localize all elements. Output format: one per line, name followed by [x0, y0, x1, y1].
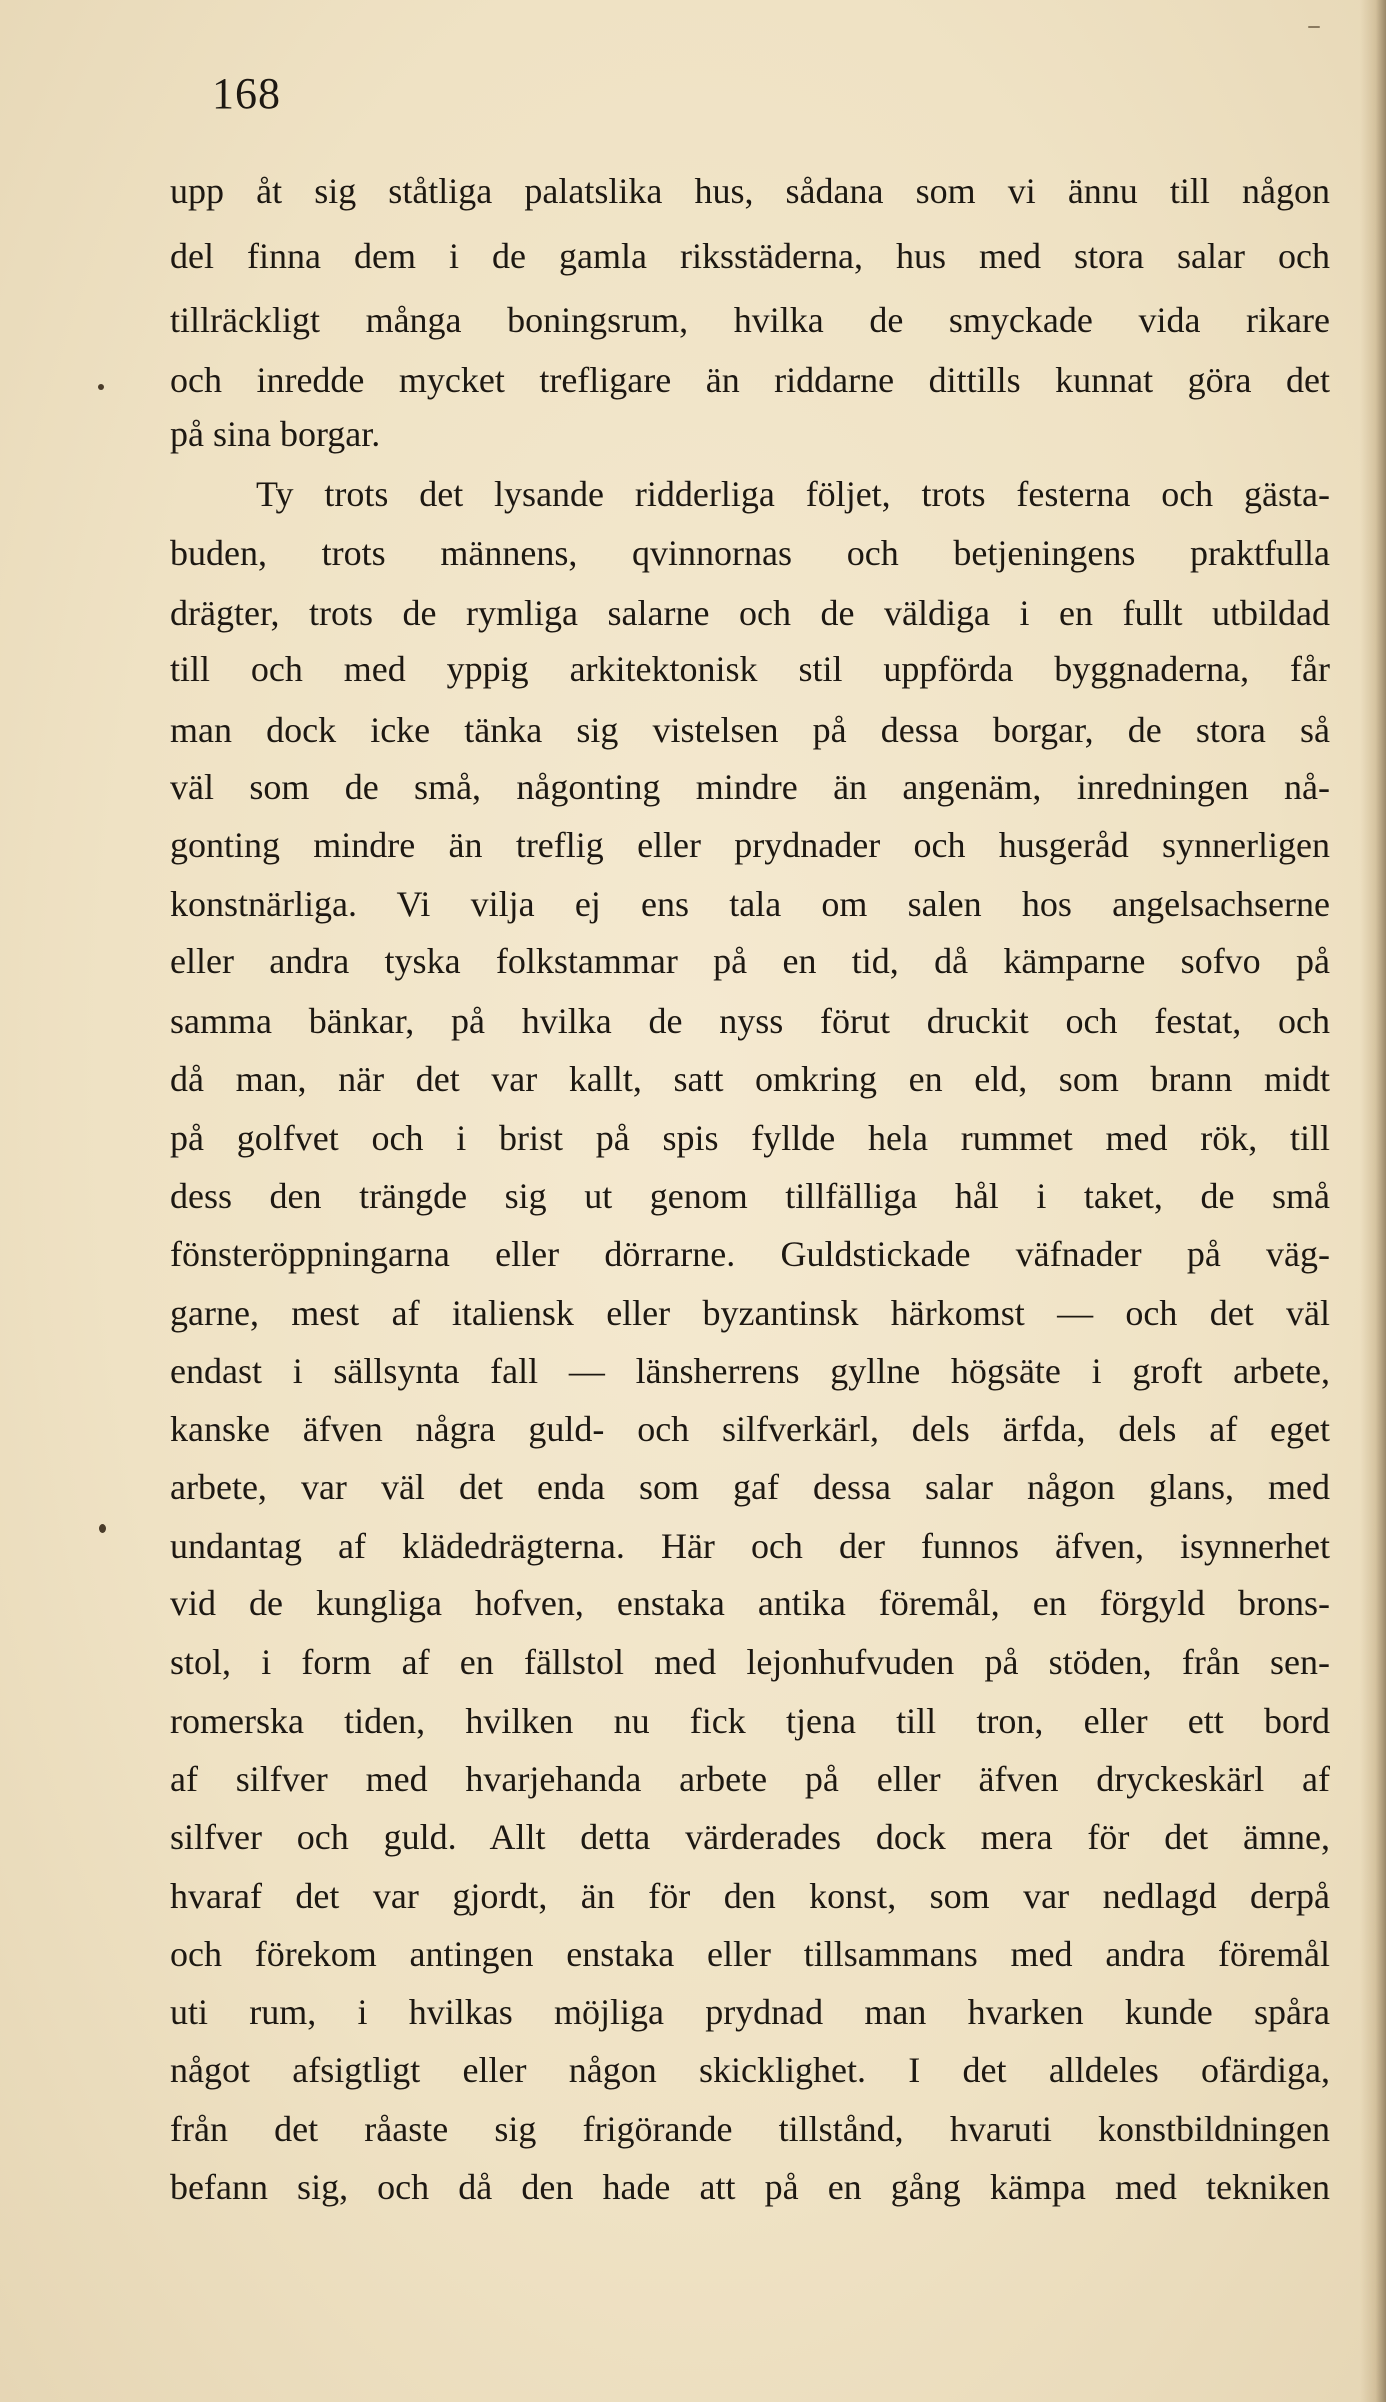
- text-line: väl som de små, någonting mindre än angenäm, inredningen nå-: [170, 767, 1330, 807]
- text-line: konstnärliga. Vi vilja ej ens tala om salen hos angelsachserne: [170, 884, 1330, 924]
- text-line: upp åt sig ståtliga palatslika hus, sådana som vi ännu till någon: [170, 171, 1330, 211]
- text-line: på golfvet och i brist på spis fyllde hela rummet med rök, till: [170, 1118, 1330, 1158]
- text-line: endast i sällsynta fall — länsherrens gyllne högsäte i groft arbete,: [170, 1351, 1330, 1391]
- text-line: arbete, var väl det enda som gaf dessa salar någon glans, med: [170, 1467, 1330, 1507]
- text-line: dess den trängde sig ut genom tillfälliga hål i taket, de små: [170, 1176, 1330, 1216]
- page-number: 168: [212, 69, 281, 118]
- page-edge-shadow: [1360, 0, 1386, 2402]
- text-line: och inredde mycket trefligare än riddarne dittills kunnat göra det: [170, 360, 1330, 400]
- text-line: från det råaste sig frigörande tillstånd, hvaruti konstbildningen: [170, 2109, 1330, 2149]
- text-line: och förekom antingen enstaka eller tillsammans med andra föremål: [170, 1934, 1330, 1974]
- text-line: befann sig, och då den hade att på en gång kämpa med tekniken: [170, 2167, 1330, 2207]
- text-line: något afsigtligt eller någon skicklighet. I det alldeles ofärdiga,: [170, 2050, 1330, 2090]
- text-line: fönsteröppningarna eller dörrarne. Guldstickade väfnader på väg-: [170, 1234, 1330, 1274]
- text-line: eller andra tyska folkstammar på en tid, då kämparne sofvo på: [170, 941, 1330, 981]
- text-line: silfver och guld. Allt detta värderades dock mera för det ämne,: [170, 1817, 1330, 1857]
- text-line: då man, när det var kallt, satt omkring en eld, som brann midt: [170, 1059, 1330, 1099]
- text-line: stol, i form af en fällstol med lejonhufvuden på stöden, från sen-: [170, 1642, 1330, 1682]
- text-line: samma bänkar, på hvilka de nyss förut druckit och festat, och: [170, 1001, 1330, 1041]
- text-line: vid de kungliga hofven, enstaka antika föremål, en förgyld brons-: [170, 1583, 1330, 1623]
- text-line: till och med yppig arkitektonisk stil uppförda byggnaderna, får: [170, 649, 1330, 689]
- text-line: buden, trots männens, qvinnornas och betjeningens praktfulla: [170, 533, 1330, 573]
- text-line: tillräckligt många boningsrum, hvilka de smyckade vida rikare: [170, 300, 1330, 340]
- text-line: del finna dem i de gamla riksstäderna, hus med stora salar och: [170, 236, 1330, 276]
- text-line: man dock icke tänka sig vistelsen på dessa borgar, de stora så: [170, 710, 1330, 750]
- text-line: romerska tiden, hvilken nu fick tjena till tron, eller ett bord: [170, 1701, 1330, 1741]
- text-line: uti rum, i hvilkas möjliga prydnad man hvarken kunde spåra: [170, 1992, 1330, 2032]
- ink-speck: [1308, 26, 1320, 28]
- text-line: garne, mest af italiensk eller byzantinsk härkomst — och det väl: [170, 1293, 1330, 1333]
- text-line: drägter, trots de rymliga salarne och de väldiga i en fullt utbildad: [170, 593, 1330, 633]
- ink-speck: [99, 1524, 106, 1533]
- text-line: hvaraf det var gjordt, än för den konst, som var nedlagd derpå: [170, 1876, 1330, 1916]
- text-line: på sina borgar.: [170, 414, 381, 454]
- text-line: undantag af klädedrägterna. Här och der funnos äfven, isynnerhet: [170, 1526, 1330, 1566]
- text-line-paragraph-start: Ty trots det lysande ridderliga följet, trots festerna och gästa-: [256, 474, 1330, 514]
- text-line: kanske äfven några guld- och silfverkärl, dels ärfda, dels af eget: [170, 1409, 1330, 1449]
- ink-speck: [98, 384, 104, 390]
- text-line: af silfver med hvarjehanda arbete på eller äfven dryckeskärl af: [170, 1759, 1330, 1799]
- text-line: gonting mindre än treflig eller prydnader och husgeråd synnerligen: [170, 825, 1330, 865]
